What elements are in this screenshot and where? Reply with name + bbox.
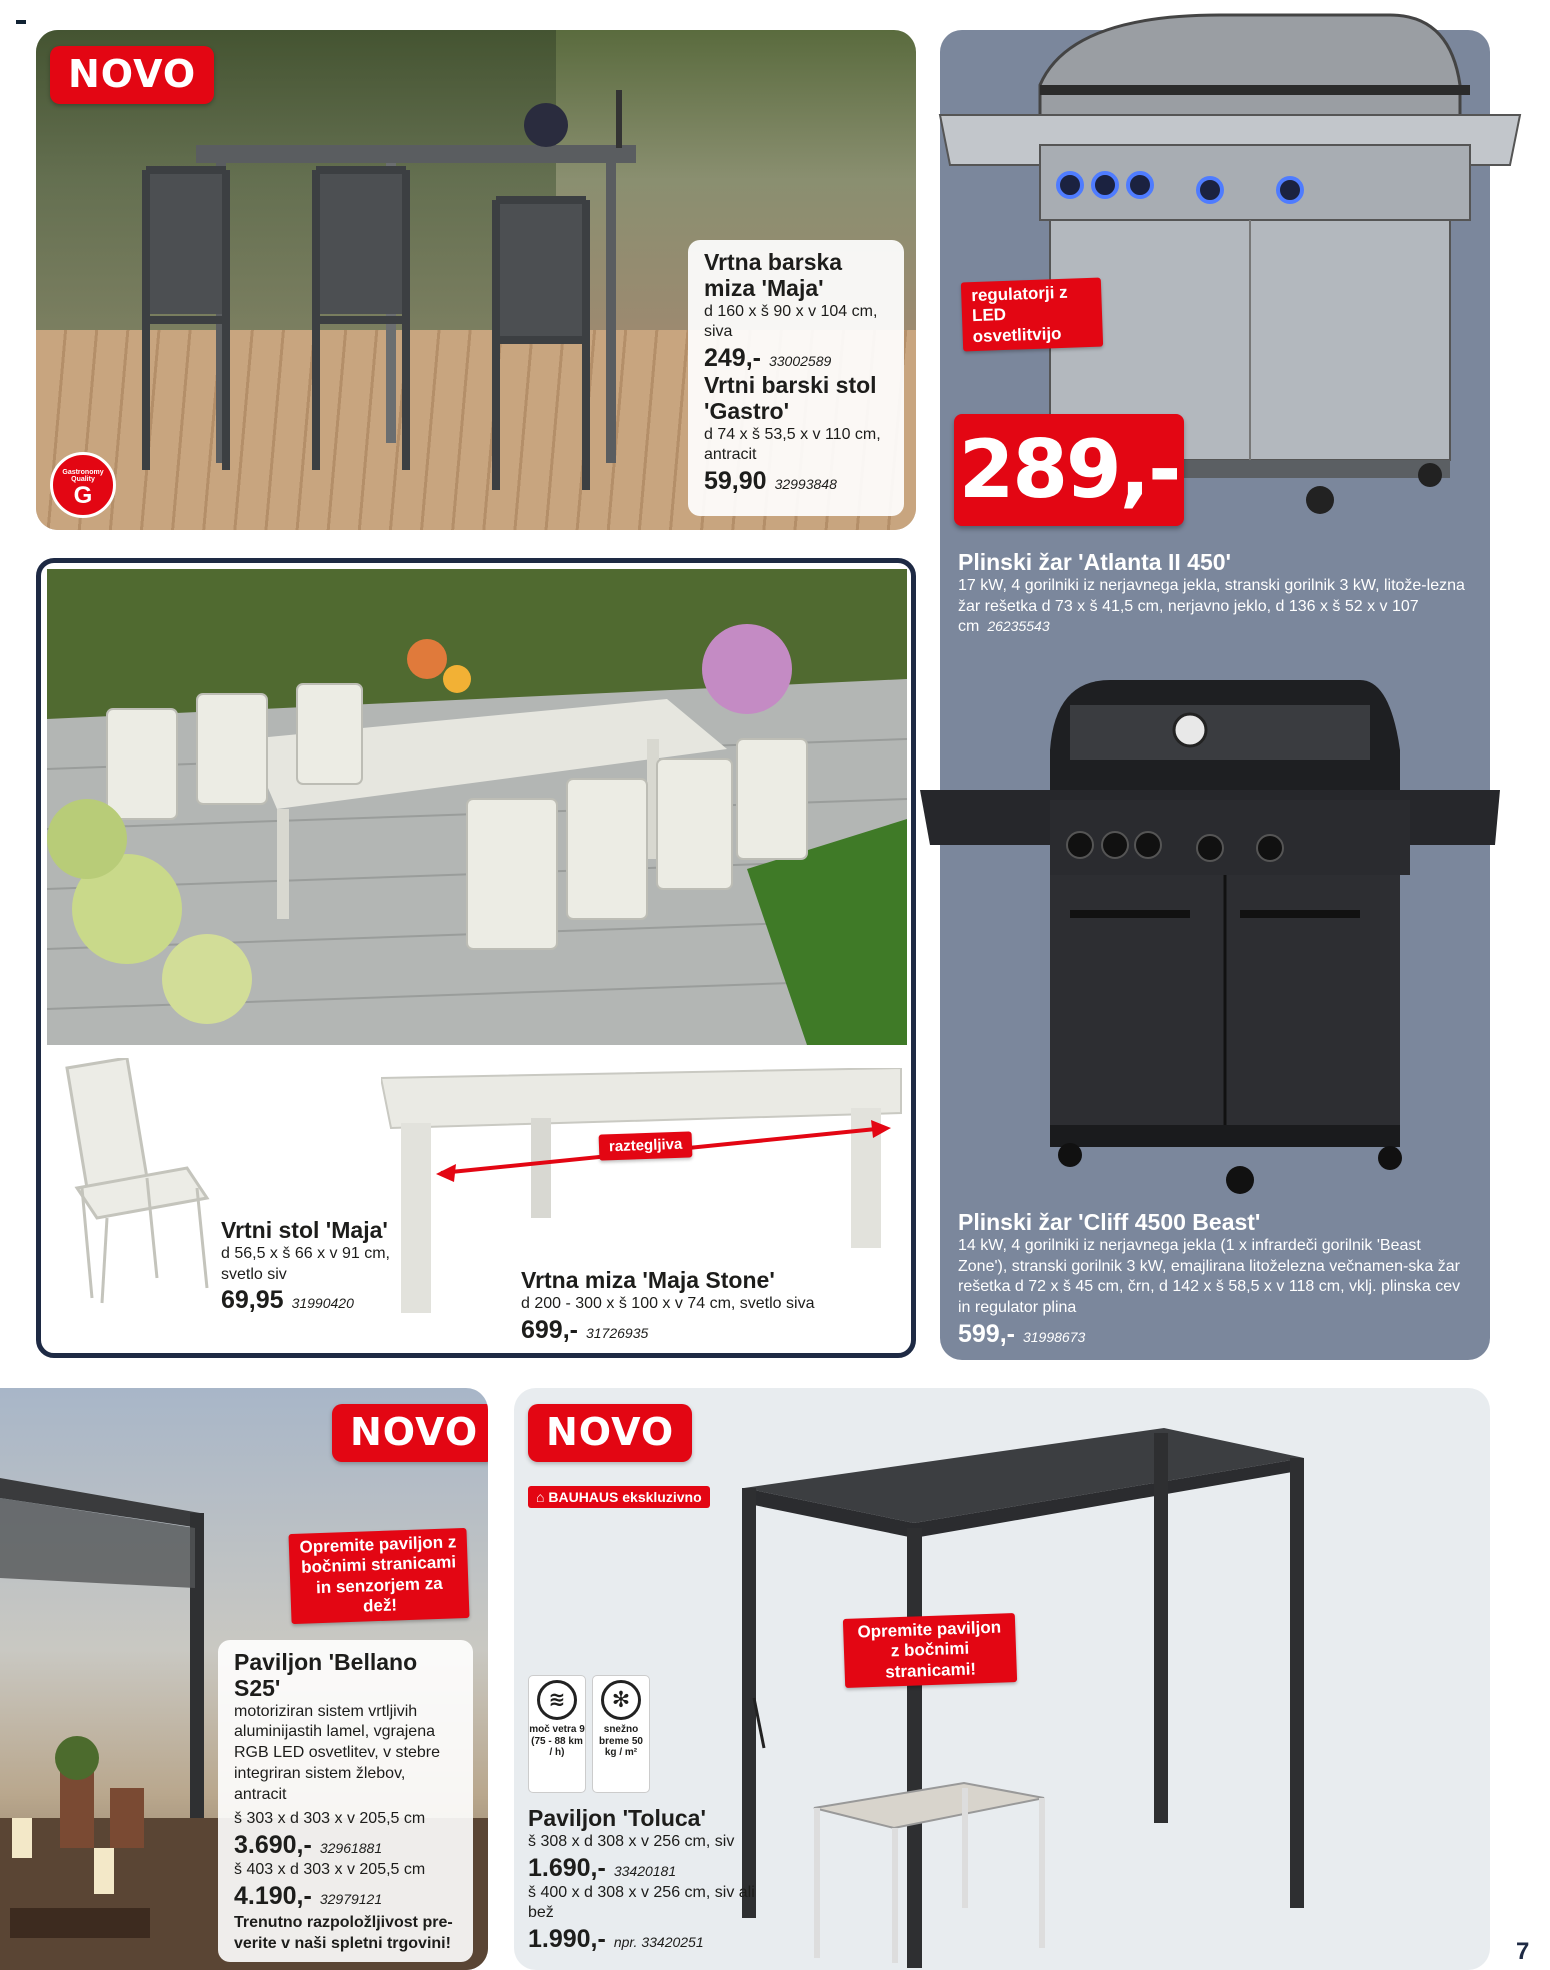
page-mark	[16, 20, 26, 24]
price-line	[958, 1320, 1478, 1349]
variant-size: š 403 x d 303 x v 205,5 cm	[234, 1861, 426, 1879]
variant-size: š 400 x d 308 x v 256 cm, siv ali bež	[528, 1883, 755, 1922]
price: 1.990,-	[528, 1925, 606, 1954]
bar-set-panel	[36, 30, 916, 530]
product-desc: d 160 x š 90 x v 104 cm, siva	[704, 302, 878, 341]
article-code: 33002589	[768, 353, 832, 370]
price-line	[528, 1925, 768, 1954]
price: 699,-	[521, 1315, 578, 1344]
toluca-info	[528, 1806, 768, 1954]
led-regulator-tag: regulatorji z LED osvetlitvijo	[961, 278, 1103, 352]
variant-size: š 303 x d 303 x v 205,5 cm	[234, 1810, 426, 1828]
page-number: 7	[1516, 1938, 1530, 1965]
dining-scene-drawing	[47, 569, 907, 1045]
price: 69,95	[221, 1286, 284, 1315]
article-code: 31990420	[291, 1295, 354, 1312]
maja-chair-image	[47, 1058, 217, 1308]
product-title: Paviljon 'Toluca'	[528, 1805, 706, 1831]
side-panels-rain-sensor-tag: Opremite paviljon z bočnimi stranicami in senzorjem za dež!	[288, 1528, 469, 1624]
article-code: 26235543	[987, 618, 1050, 635]
product-desc: 14 kW, 4 gorilniki iz nerjavnega jekla (1 x infrardeči gorilnik 'Beast Zone'), stranski gorilnik 3 kW, emajlirana litoželezna večnamen-ska žar rešetka d 72 x š 45 cm, črn, d 142 x š 58,5 x v 118 cm, vklj. plinska cev in regulator plina	[958, 1236, 1461, 1317]
gastronomy-quality-logo: Gastronomy Quality G	[50, 452, 116, 518]
chair-info	[221, 1218, 411, 1315]
cliff-info	[958, 1210, 1478, 1349]
grills-panel	[940, 30, 1490, 1360]
snowflake-icon: ✻	[601, 1680, 641, 1720]
article-code: npr. 33420251	[613, 1934, 704, 1951]
product-title: Vrtna barska miza 'Maja'	[704, 249, 843, 301]
product-title: Vrtni stol 'Maja'	[221, 1217, 388, 1243]
snow-spec-card	[592, 1675, 650, 1793]
bellano-info	[218, 1640, 473, 1962]
price-line	[521, 1316, 911, 1345]
product-desc: motoriziran sistem vrtljivih aluminijastih lamel, vgrajena RGB LED osvetlitev, v stebre integriran sistem žlebov, antracit	[234, 1702, 440, 1803]
product-desc	[958, 576, 1468, 638]
extendable-tag: raztegljiva	[599, 1131, 693, 1160]
logo-text: Gastronomy Quality	[62, 469, 104, 483]
toluca-panel	[514, 1388, 1490, 1970]
dining-scene-photo	[47, 569, 907, 1045]
product-desc: d 56,5 x š 66 x v 91 cm, svetlo siv	[221, 1244, 390, 1283]
price-line	[704, 467, 888, 496]
price-line	[234, 1831, 457, 1860]
price-line	[234, 1882, 457, 1911]
desc-text: 17 kW, 4 gorilniki iz nerjavnega jekla, stranski gorilnik 3 kW, litože-lezna žar rešetka d 73 x š 41,5 cm, nerjavno jeklo, d 136 x š 52 x v 107 cm	[958, 576, 1465, 636]
snow-label: snežno breme 50 kg / m²	[599, 1724, 643, 1758]
price: 599,-	[958, 1319, 1015, 1348]
price-line	[704, 344, 888, 373]
cliff-grill-image	[910, 680, 1510, 1240]
price-line	[221, 1286, 411, 1315]
product-title: Plinski žar 'Cliff 4500 Beast'	[958, 1209, 1261, 1235]
wind-spec-card	[528, 1675, 586, 1793]
variant-size: š 308 x d 308 x v 256 cm, siv	[528, 1832, 735, 1850]
bar-table-image	[76, 90, 776, 510]
table-info	[521, 1268, 911, 1345]
side-panels-tag: Opremite paviljon z bočnimi stranicami!	[843, 1613, 1017, 1688]
bellano-panel	[0, 1388, 488, 1970]
product-title: Vrtni barski stol 'Gastro'	[704, 372, 877, 424]
article-code: 33420181	[613, 1862, 677, 1879]
price: 59,90	[704, 467, 767, 496]
product-title: Plinski žar 'Atlanta II 450'	[958, 549, 1231, 575]
bar-set-info	[688, 240, 904, 516]
article-code: 32979121	[319, 1891, 383, 1908]
product-title: Paviljon 'Bellano S25'	[234, 1649, 418, 1701]
product-desc: d 200 - 300 x š 100 x v 74 cm, svetlo siva	[521, 1294, 815, 1312]
atlanta-info	[958, 550, 1478, 638]
article-code: 32961881	[319, 1840, 383, 1857]
big-price-tag	[954, 414, 1184, 526]
price: 1.690,-	[528, 1853, 606, 1882]
exclusive-text: BAUHAUS ekskluzivno	[548, 1489, 702, 1505]
price: 249,-	[704, 344, 761, 373]
dining-set-panel	[36, 558, 916, 1358]
novo-badge: NOVO	[50, 46, 214, 104]
novo-badge: NOVO	[332, 1404, 488, 1462]
article-code: 31998673	[1022, 1328, 1086, 1345]
bauhaus-exclusive-label	[528, 1486, 710, 1508]
wind-icon: ≋	[537, 1680, 577, 1720]
article-code: 32993848	[774, 476, 837, 493]
availability-note: Trenutno razpoložljivost pre-verite v naši spletni trgovini!	[234, 1914, 453, 1952]
wind-label: moč vetra 9 (75 - 88 km / h)	[529, 1724, 585, 1758]
price: 3.690,-	[234, 1831, 312, 1860]
novo-badge: NOVO	[528, 1404, 692, 1462]
price: 4.190,-	[234, 1882, 312, 1911]
big-price: 289,-	[958, 423, 1180, 516]
article-code: 31726935	[585, 1324, 649, 1341]
product-title: Vrtna miza 'Maja Stone'	[521, 1267, 775, 1293]
house-icon: ⌂	[536, 1489, 549, 1505]
price-line	[528, 1854, 768, 1883]
product-desc: d 74 x š 53,5 x v 110 cm, antracit	[704, 425, 881, 464]
